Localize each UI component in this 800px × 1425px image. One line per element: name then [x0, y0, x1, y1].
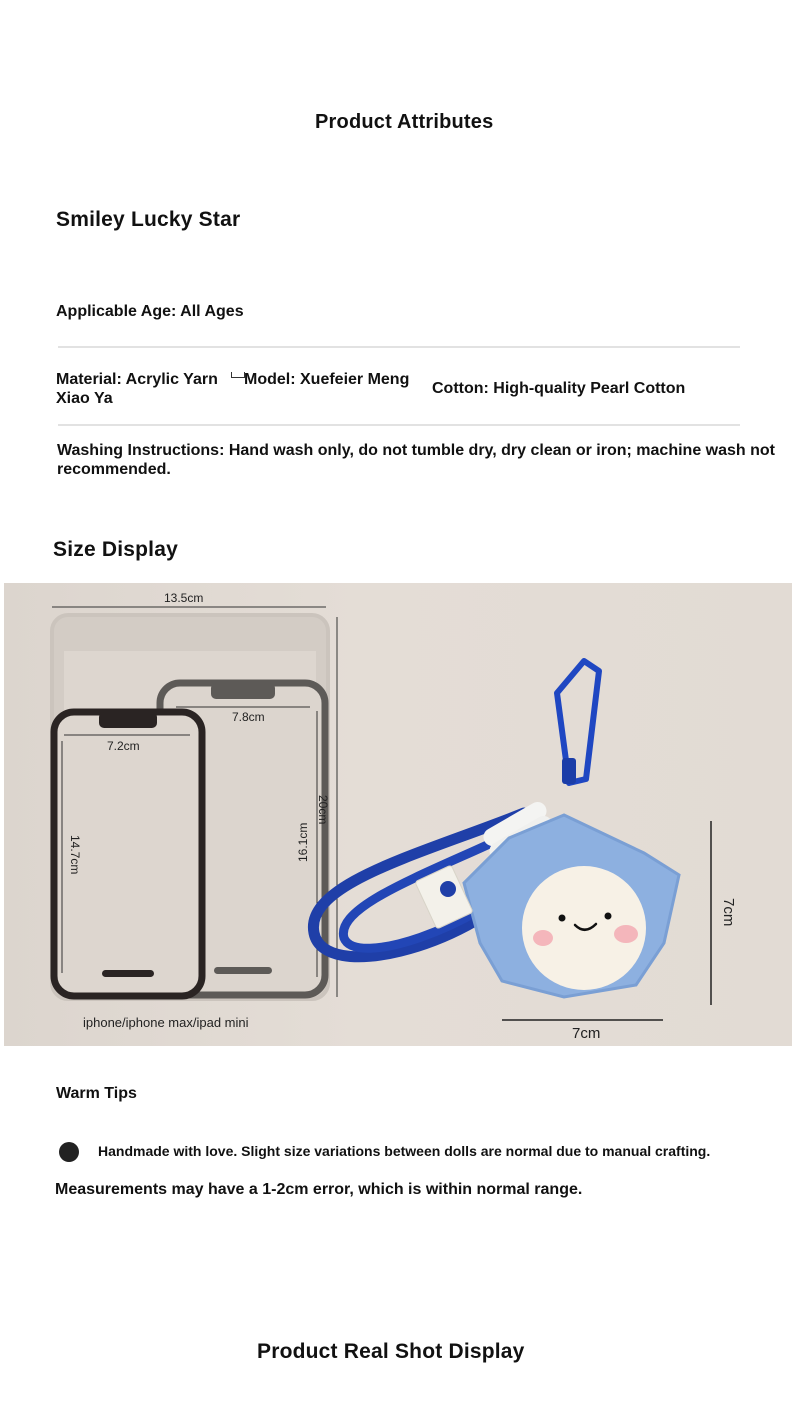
bullet-icon [59, 1142, 79, 1162]
attr-age: Applicable Age: All Ages [56, 303, 244, 320]
size-panel [4, 583, 792, 1046]
iphone-notch [99, 712, 157, 728]
ipad-width-label: 13.5cm [164, 591, 204, 605]
tips-title: Warm Tips [56, 1085, 137, 1102]
toy-height-label: 7cm [720, 898, 737, 927]
divider [58, 424, 740, 426]
page-title: Product Attributes [315, 111, 494, 133]
phone-height-label: 14.7cm [68, 835, 82, 875]
devices-caption: iphone/iphone max/ipad mini [83, 1015, 249, 1030]
separator-mark [231, 372, 245, 378]
tips-measure-text: Measurements may have a 1-2cm error, which is within normal range. [55, 1181, 583, 1198]
attr-material: Material: Acrylic Yarn [56, 371, 218, 388]
iphone-home-bar [102, 970, 154, 977]
section-title-size: Size Display [53, 538, 178, 561]
phone-width-label: 7.2cm [107, 739, 140, 753]
attr-washing: Washing Instructions: Hand wash only, do not tumble dry, dry clean or iron; machine wash not recommended. [57, 442, 775, 478]
attr-model-cont: Xiao Ya [56, 390, 113, 407]
divider [58, 346, 740, 348]
size-diagram [4, 583, 792, 1046]
section-title-real-shot: Product Real Shot Display [257, 1340, 525, 1363]
attr-model: Model: Xuefeier Meng [244, 371, 410, 388]
max-width-label: 7.8cm [232, 710, 265, 724]
ipad-height-label: 20cm [316, 795, 330, 825]
max-height-label: 16.1cm [296, 822, 310, 862]
tips-bullet-text: Handmade with love. Slight size variations between dolls are normal due to manual crafting. [98, 1143, 711, 1159]
toy-width-label: 7cm [572, 1025, 601, 1042]
iphone-max-notch [211, 683, 275, 699]
attr-cotton: Cotton: High-quality Pearl Cotton [432, 380, 686, 397]
iphone-max-home-bar [214, 967, 272, 974]
product-name: Smiley Lucky Star [56, 208, 241, 231]
